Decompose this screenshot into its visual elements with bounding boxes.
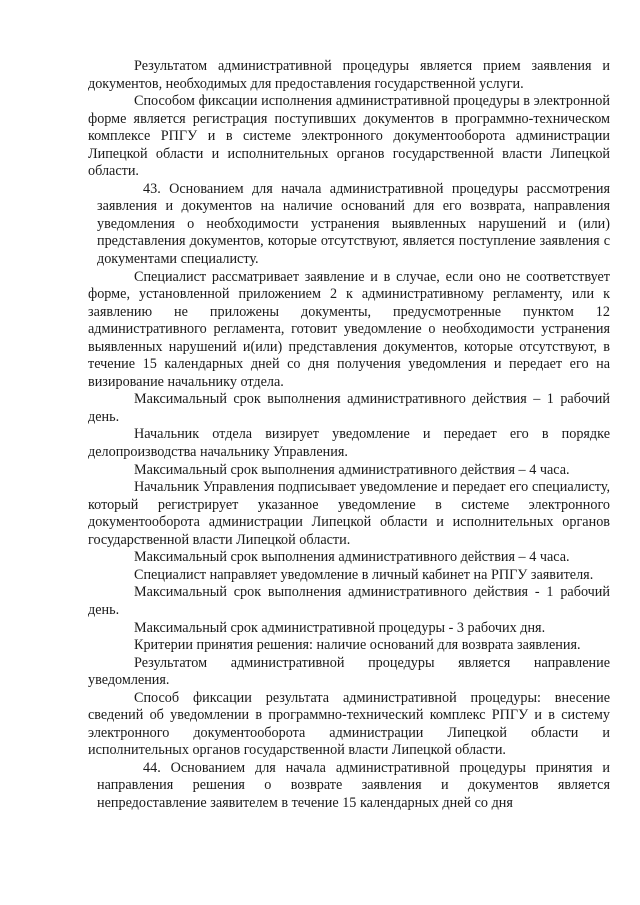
paragraph-max-term-1-day-b: Максимальный срок выполнения административного действия - 1 рабочий день. (88, 584, 610, 618)
paragraph-management-head-signs: Начальник Управления подписывает уведомление и передает его специалисту, который регистрирует указанное уведомление в системе электронного документооборота администрации Липецкой области и исполнительных органов государственной власти Липецкой области. (88, 479, 610, 548)
paragraph-procedure-result-notice: Результатом административной процедуры является направление уведомления. (88, 654, 610, 689)
paragraph-electronic-fixation: Способом фиксации исполнения административной процедуры в электронной форме является регистрация поступивших документов в программно-техническом комплексе РПГУ и в системе электронного документооборота администрации Липецкой области и исполнительных органов государственной власти Липецкой области. (88, 93, 610, 180)
paragraph-max-term-4-hours-a: Максимальный срок выполнения административного действия – 4 часа. (134, 461, 570, 478)
paragraph-max-term-4-hours-b: Максимальный срок выполнения административного действия – 4 часа. (134, 549, 570, 566)
document-page (88, 58, 610, 813)
paragraph-department-head-visa: Начальник отдела визирует уведомление и передает его в порядке делопроизводства начальнику Управления. (88, 426, 610, 461)
paragraph-max-term-1-day: Максимальный срок выполнения административного действия – 1 рабочий день. (88, 391, 610, 425)
paragraph-procedure-result: Результатом административной процедуры является прием заявления и документов, необходимых для предоставления государственной услуги. (88, 58, 610, 92)
paragraph-item-43: 43. Основанием для начала административной процедуры рассмотрения заявления и документов на наличие оснований для его возврата, направления уведомления о необходимости устранения выявленных нарушений и (или) представления документов, которые отсутствуют, является поступление заявления с документами специалисту. (97, 180, 610, 268)
paragraph-decision-criteria: Критерии принятия решения: наличие оснований для возврата заявления. (134, 637, 581, 654)
paragraph-item-44: 44. Основанием для начала административной процедуры принятия и направления решения о возврате заявления и документов является непредоставление заявителем в течение 15 календарных дней со дня (97, 759, 610, 811)
paragraph-result-fixation: Способ фиксации результата административной процедуры: внесение сведений об уведомлении в программно-технический комплекс РПГУ и в систему электронного документооборота администрации Липецкой области и исполнительных органов государственной власти Липецкой области. (88, 689, 610, 759)
paragraph-max-term-procedure: Максимальный срок административной процедуры - 3 рабочих дня. (134, 619, 546, 636)
paragraph-specialist-review: Специалист рассматривает заявление и в случае, если оно не соответствует форме, установленной приложением 2 к административному регламенту, или к заявлению не приложены документы, предусмотренные пунктом 12 административного регламента, готовит уведомление о необходимости устранения выявленных нарушений и(или) представления документов, которые отсутствуют, в течение 15 календарных дней со дня получения уведомления и передает его на визирование начальнику отдела. (88, 268, 610, 390)
paragraph-specialist-sends: Специалист направляет уведомление в личный кабинет на РПГУ заявителя. (134, 566, 594, 583)
